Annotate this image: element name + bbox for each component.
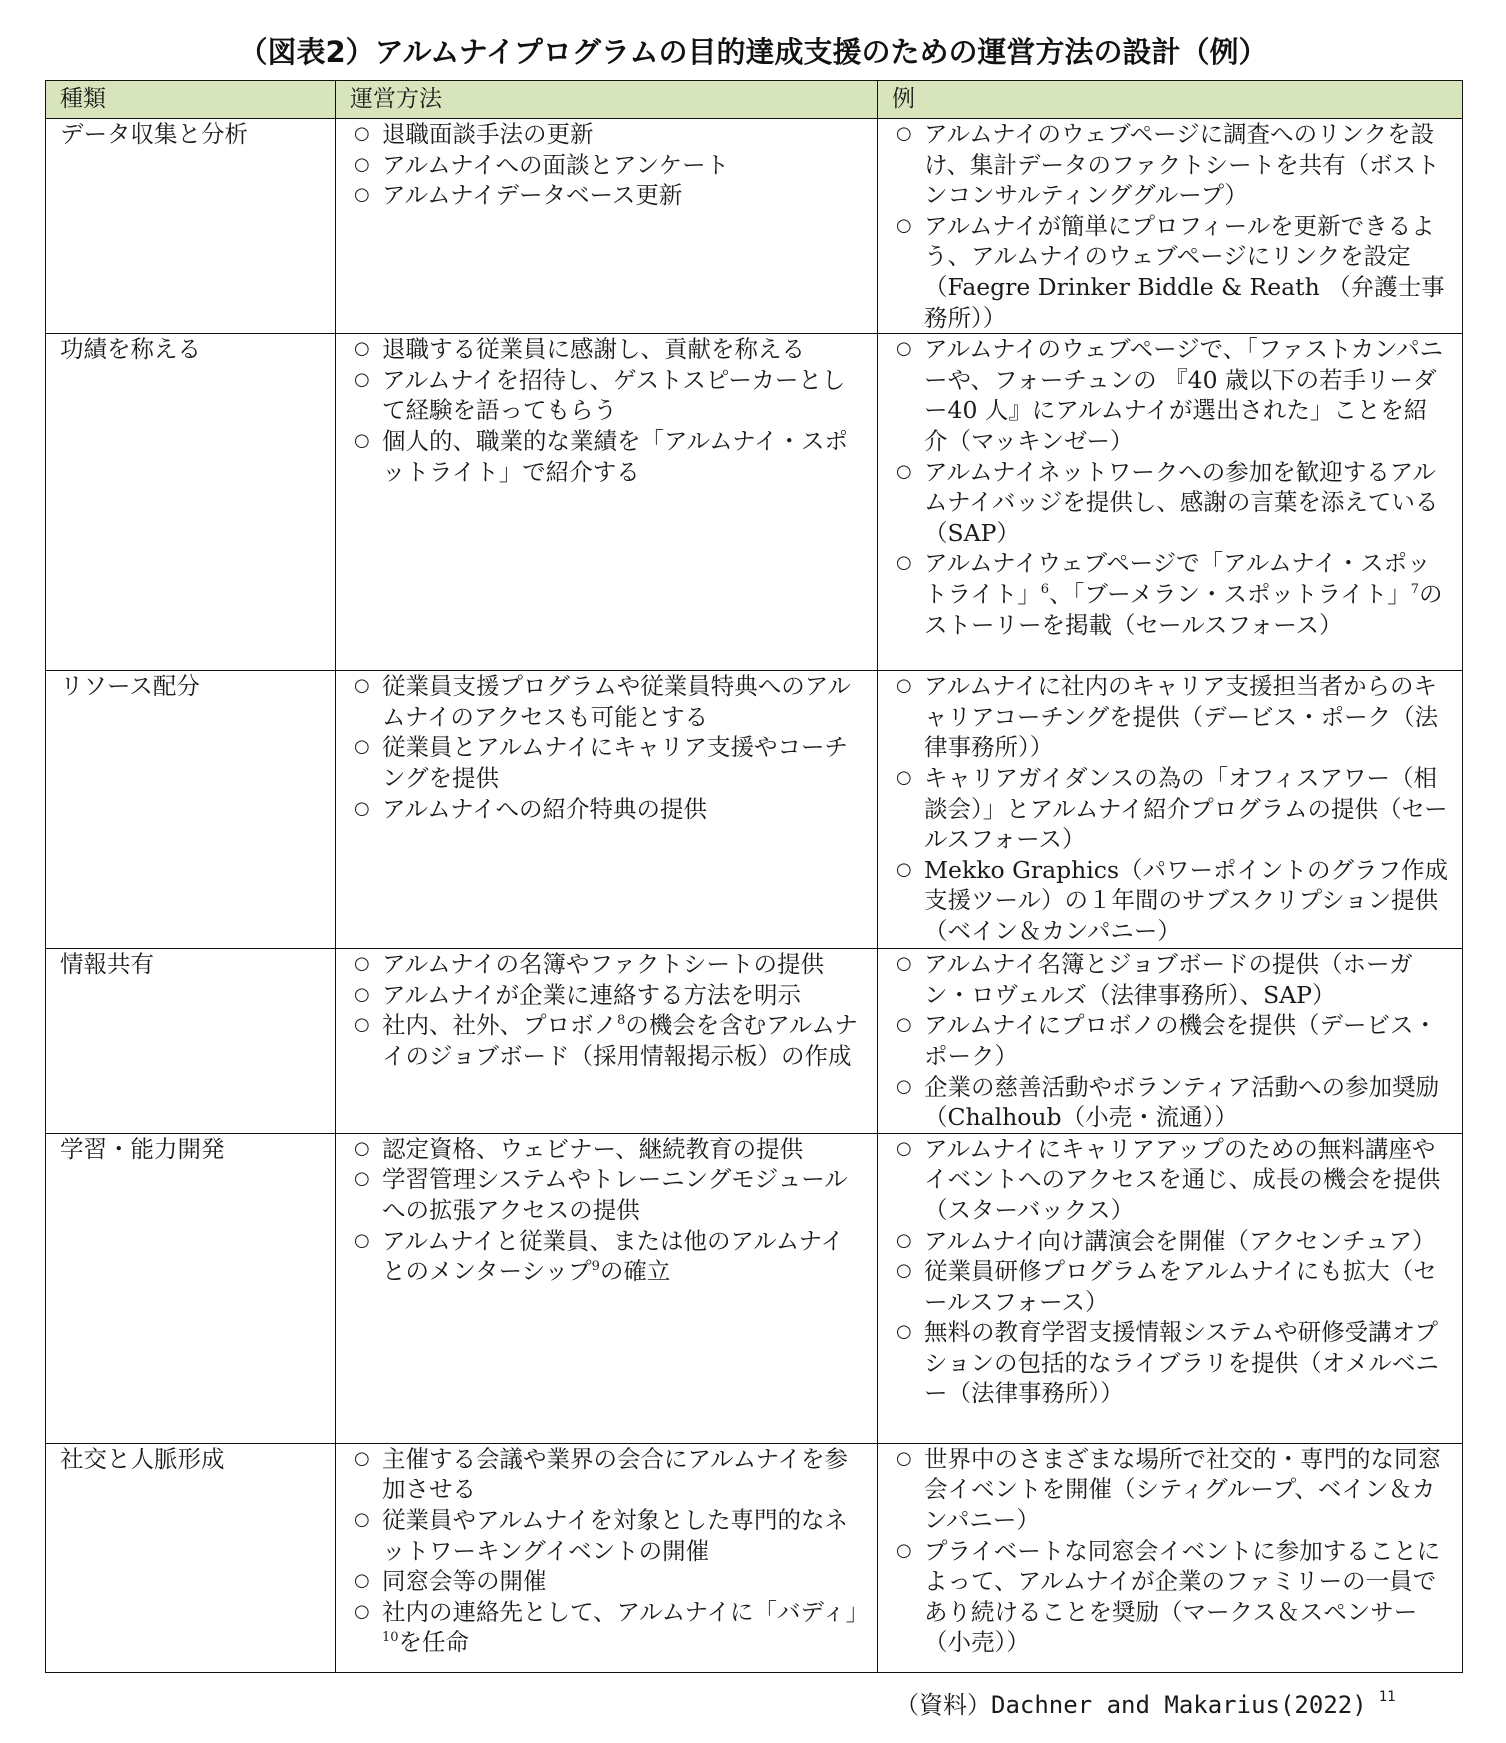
design-table bbox=[45, 80, 1463, 1673]
bullet-icon: ○ bbox=[354, 153, 370, 175]
method-item: ○ 退職する従業員に感謝し、貢献を称える bbox=[354, 335, 805, 364]
methods-cell bbox=[336, 1133, 878, 1443]
table-row bbox=[46, 671, 1463, 949]
footnote-ref: 7 bbox=[1410, 581, 1420, 597]
table-row bbox=[46, 119, 1463, 334]
category-cell: 功績を称える bbox=[46, 334, 336, 671]
method-item: ○ アルムナイへの紹介特典の提供 bbox=[354, 794, 708, 823]
footnote-ref: 11 bbox=[1378, 1689, 1396, 1705]
footnote-ref: 8 bbox=[617, 1013, 626, 1029]
header-category: 種類 bbox=[46, 81, 336, 119]
example-item: ○ アルムナイのウェブページに調査へのリンクを設け、集計データのファクトシートを共有（ボストンコンサルティンググループ） bbox=[896, 120, 1440, 210]
bullet-icon: ○ bbox=[354, 368, 370, 390]
methods-cell bbox=[336, 119, 878, 334]
bullet-icon: ○ bbox=[354, 1508, 370, 1530]
example-item: ○ アルムナイのウェブページで、「ファストカンパニーや、フォーチュンの 『40 歳以下の若手リーダー40 人』にアルムナイが選出された」ことを紹介（マッキンゼー） bbox=[896, 335, 1444, 455]
example-item: ○ アルムナイ名簿とジョブボードの提供（ホーガン・ロヴェルズ（法律事務所）、SAP） bbox=[896, 950, 1413, 1009]
example-item: ○ アルムナイ向け講演会を開催（アクセンチュア） bbox=[896, 1226, 1436, 1255]
method-item: ○ 従業員とアルムナイにキャリア支援やコーチングを提供 bbox=[354, 733, 849, 792]
method-item: ○ 主催する会議や業界の会合にアルムナイを参加させる bbox=[354, 1444, 849, 1504]
methods-cell bbox=[336, 1443, 878, 1672]
example-item: ○ アルムナイウェブページで「アルムナイ・スポットライト」$^6$、「ブーメラン・スポットライト」$^7$のストーリーを掲載（セールスフォース） bbox=[896, 549, 1443, 639]
example-item: ○ 世界中のさまざまな場所で社交的・専門的な同窓会イベントを開催（シティグループ、ベイン＆カンパニー） bbox=[896, 1444, 1441, 1534]
bullet-icon: ○ bbox=[896, 1447, 912, 1469]
method-item: ○ 従業員やアルムナイを対象とした専門的なネットワーキングイベントの開催 bbox=[354, 1505, 849, 1565]
bullet-icon: ○ bbox=[896, 214, 912, 236]
bullet-icon: ○ bbox=[896, 338, 912, 360]
bullet-icon: ○ bbox=[354, 338, 370, 360]
header-examples: 例 bbox=[878, 81, 1463, 119]
methods-cell bbox=[336, 949, 878, 1134]
footnote-ref: 10 bbox=[382, 1630, 399, 1646]
examples-cell bbox=[878, 334, 1463, 671]
example-item: ○ アルムナイにキャリアアップのための無料講座やイベントへのアクセスを通じ、成長の機会を提供（スターバックス） bbox=[896, 1134, 1441, 1224]
header-methods: 運営方法 bbox=[336, 81, 878, 119]
bullet-icon: ○ bbox=[896, 460, 912, 482]
category-cell: 学習・能力開発 bbox=[46, 1133, 336, 1443]
footnote-ref: 6 bbox=[1040, 581, 1050, 597]
table-row bbox=[46, 1443, 1463, 1672]
category-cell: 社交と人脈形成 bbox=[46, 1443, 336, 1672]
table-row bbox=[46, 1133, 1463, 1443]
category-cell: 情報共有 bbox=[46, 949, 336, 1134]
bullet-icon: ○ bbox=[354, 184, 370, 206]
examples-cell bbox=[878, 1133, 1463, 1443]
method-item: ○ 社内の連絡先として、アルムナイに「バディ」$^{10}$を任命 bbox=[354, 1597, 870, 1657]
bullet-icon: ○ bbox=[896, 1075, 912, 1097]
bullet-icon: ○ bbox=[354, 429, 370, 451]
example-item: ○ アルムナイにプロボノの機会を提供（デービス・ポーク） bbox=[896, 1011, 1438, 1070]
source-citation bbox=[895, 1685, 1396, 1720]
bullet-icon: ○ bbox=[896, 1014, 912, 1036]
examples-cell bbox=[878, 949, 1463, 1134]
method-item: ○ アルムナイデータベース更新 bbox=[354, 181, 683, 210]
example-item: ○ 無料の教育学習支援情報システムや研修受講オプションの包括的なライブラリを提供（オメルベニー（法律事務所）） bbox=[896, 1318, 1439, 1408]
example-item: ○ アルムナイが簡単にプロフィールを更新できるよう、アルムナイのウェブページにリンクを設定（Faegre Drinker Biddle & Reath （弁護士事務所）） bbox=[896, 211, 1445, 332]
bullet-icon: ○ bbox=[354, 797, 370, 819]
example-item: ○ プライベートな同窓会イベントに参加することによって、アルムナイが企業のファミリーの一員であり続けることを奨励（マークス＆スペンサー（小売）） bbox=[896, 1536, 1441, 1657]
methods-cell bbox=[336, 334, 878, 671]
bullet-icon: ○ bbox=[896, 953, 912, 975]
bullet-icon: ○ bbox=[896, 1229, 912, 1251]
table-header-row bbox=[46, 81, 1463, 119]
example-item: ○ アルムナイネットワークへの参加を歓迎するアルムナイバッジを提供し、感謝の言葉を添えている（SAP） bbox=[896, 457, 1439, 547]
method-item: ○ 従業員支援プログラムや従業員特典へのアルムナイのアクセスも可能とする bbox=[354, 672, 851, 731]
bullet-icon: ○ bbox=[354, 983, 370, 1005]
examples-cell bbox=[878, 1443, 1463, 1672]
figure-title: （図表2）アルムナイプログラムの目的達成支援のための運営方法の設計（例） bbox=[238, 35, 1268, 69]
bullet-icon: ○ bbox=[896, 766, 912, 788]
category-cell: データ収集と分析 bbox=[46, 119, 336, 334]
method-item: ○ アルムナイが企業に連絡する方法を明示 bbox=[354, 980, 802, 1009]
example-item: ○ キャリアガイダンスの為の「オフィスアワー（相談会）」とアルムナイ紹介プログラムの提供（セールスフォース） bbox=[896, 763, 1448, 854]
example-item: ○ Mekko Graphics（パワーポイントのグラフ作成支援ツール）の１年間のサブスクリプション提供（ベイン＆カンパニー） bbox=[896, 855, 1448, 945]
footnote-ref: 9 bbox=[591, 1259, 600, 1275]
method-item: ○ 社内、社外、プロボノ$^8$の機会を含むアルムナイのジョブボード（採用情報掲示板）の作成 bbox=[354, 1011, 858, 1070]
bullet-icon: ○ bbox=[354, 675, 370, 697]
method-item: ○ 退職面談手法の更新 bbox=[354, 120, 594, 148]
bullet-icon: ○ bbox=[896, 1137, 912, 1159]
method-item: ○ 認定資格、ウェビナー、継続教育の提供 bbox=[354, 1134, 804, 1163]
bullet-icon: ○ bbox=[896, 675, 912, 697]
bullet-icon: ○ bbox=[354, 1168, 370, 1190]
bullet-icon: ○ bbox=[896, 552, 912, 574]
bullet-icon: ○ bbox=[354, 736, 370, 758]
example-item: ○ 従業員研修プログラムをアルムナイにも拡大（セールスフォース） bbox=[896, 1257, 1437, 1316]
method-item: ○ アルムナイを招待し、ゲストスピーカーとして経験を語ってもらう bbox=[354, 365, 846, 425]
table-row bbox=[46, 334, 1463, 671]
method-item: ○ 学習管理システムやトレーニングモジュールへの拡張アクセスの提供 bbox=[354, 1165, 848, 1224]
method-item: ○ 個人的、職業的な業績を「アルムナイ・スポットライト」で紹介する bbox=[354, 426, 849, 486]
bullet-icon: ○ bbox=[896, 1260, 912, 1282]
bullet-icon: ○ bbox=[896, 858, 912, 880]
method-item: ○ アルムナイへの面談とアンケート bbox=[354, 150, 730, 179]
source-text: （資料）Dachner and Makarius(2022) bbox=[895, 1691, 1367, 1719]
bullet-icon: ○ bbox=[354, 1447, 370, 1469]
bullet-icon: ○ bbox=[896, 1321, 912, 1343]
bullet-icon: ○ bbox=[354, 1600, 370, 1622]
bullet-icon: ○ bbox=[896, 1539, 912, 1561]
bullet-icon: ○ bbox=[354, 123, 370, 144]
example-item: ○ アルムナイに社内のキャリア支援担当者からのキャリアコーチングを提供（デービス・ポーク（法律事務所）） bbox=[896, 672, 1439, 762]
bullet-icon: ○ bbox=[354, 1229, 370, 1251]
category-cell: リソース配分 bbox=[46, 671, 336, 949]
bullet-icon: ○ bbox=[354, 1570, 370, 1592]
bullet-icon: ○ bbox=[354, 1137, 370, 1159]
examples-cell bbox=[878, 671, 1463, 949]
methods-cell bbox=[336, 671, 878, 949]
bullet-icon: ○ bbox=[354, 1014, 370, 1036]
bullet-icon: ○ bbox=[896, 123, 912, 144]
examples-cell bbox=[878, 119, 1463, 334]
method-item: ○ アルムナイと従業員、または他のアルムナイとのメンターシップ$^9$の確立 bbox=[354, 1226, 845, 1286]
bullet-icon: ○ bbox=[354, 953, 370, 975]
example-item: ○ 企業の慈善活動やボランティア活動への参加奨励（Chalhoub（小売・流通）） bbox=[896, 1072, 1440, 1132]
method-item: ○ アルムナイの名簿やファクトシートの提供 bbox=[354, 950, 825, 979]
method-item: ○ 同窓会等の開催 bbox=[354, 1567, 547, 1596]
table-row bbox=[46, 949, 1463, 1134]
